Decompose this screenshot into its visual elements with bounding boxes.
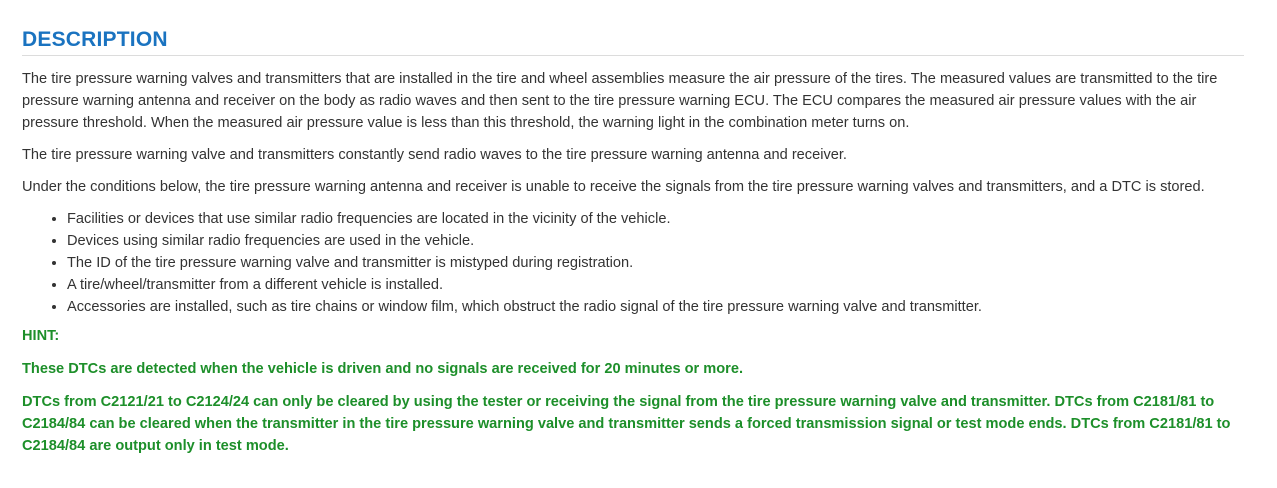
conditions-list [22, 208, 1244, 318]
condition-item: • Accessories are installed, such as tire chains or window film, which obstruct the radio signal of the tire pressure warning valve and transmitter. [67, 296, 1244, 318]
hint-line-1: These DTCs are detected when the vehicle is driven and no signals are received for 20 minutes or more. [22, 361, 744, 377]
description-paragraph-1: The tire pressure warning valves and transmitters that are installed in the tire and wheel assemblies measure the air pressure of the tires. The measured values are transmitted to the tire pressure warning antenna and receiver on the body as radio waves and then sent to the tire pressure warning ECU. The ECU compares the measured air pressure values with the air pressure threshold. When the measured air pressure value is less than this threshold, the warning light in the combination meter turns on. [22, 71, 1218, 131]
hint-label: HINT: [22, 328, 60, 344]
condition-item: • Facilities or devices that use similar radio frequencies are located in the vicinity of the vehicle. [67, 208, 1244, 230]
hint-line-2: DTCs from C2121/21 to C2124/24 can only be cleared by using the tester or receiving the signal from the tire pressure warning valve and transmitter. DTCs from C2181/81 to C2184/84 can be cleared when the transmitter in the tire pressure warning valve and transmitter sends a forced transmission signal or test mode ends. DTCs from C2181/81 to C2184/84 are output only in test mode. [22, 394, 1231, 454]
condition-item: • Devices using similar radio frequencies are used in the vehicle. [67, 230, 1244, 252]
description-paragraph-2: The tire pressure warning valve and transmitters constantly send radio waves to the tire pressure warning antenna and receiver. [22, 147, 847, 163]
description-paragraph-3: Under the conditions below, the tire pressure warning antenna and receiver is unable to receive the signals from the tire pressure warning valves and transmitters, and a DTC is stored. [22, 179, 1205, 195]
condition-item: • The ID of the tire pressure warning valve and transmitter is mistyped during registration. [67, 252, 1244, 274]
title-divider [22, 55, 1244, 56]
section-title: DESCRIPTION [22, 28, 168, 51]
condition-item: • A tire/wheel/transmitter from a different vehicle is installed. [67, 274, 1244, 296]
